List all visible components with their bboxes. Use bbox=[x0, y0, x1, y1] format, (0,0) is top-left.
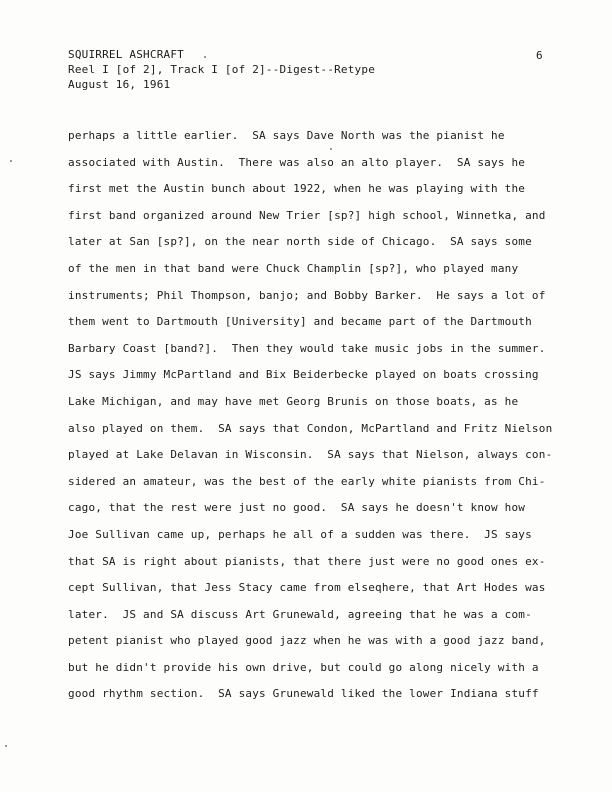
body-line: them went to Dartmouth [University] and became part of the Dartmouth bbox=[68, 315, 532, 329]
body-line: of the men in that band were Chuck Champlin [sp?], who played many bbox=[68, 261, 519, 275]
body-line: cept Sullivan, that Jess Stacy came from elseqhere, that Art Hodes was bbox=[68, 581, 546, 595]
body-line: later. JS and SA discuss Art Grunewald, agreeing that he was a com- bbox=[68, 607, 532, 621]
body-line: but he didn't provide his own drive, but could go along nicely with a bbox=[68, 660, 539, 674]
body-line: perhaps a little earlier. SA says Dave North was the pianist he bbox=[68, 129, 505, 142]
scan-speck bbox=[330, 148, 332, 150]
body-line: sidered an amateur, was the best of the early white pianists from Chi- bbox=[68, 474, 546, 488]
body-line: JS says Jimmy McPartland and Bix Beiderbecke played on boats crossing bbox=[68, 368, 539, 382]
body-line: cago, that the rest were just no good. SA says he doesn't know how bbox=[68, 501, 526, 515]
body-line: Lake Michigan, and may have met Georg Brunis on those boats, as he bbox=[68, 394, 519, 408]
body-line: played at Lake Delavan in Wisconsin. SA says that Nielson, always con- bbox=[68, 448, 553, 462]
body-line: instruments; Phil Thompson, banjo; and Bobby Barker. He says a lot of bbox=[68, 288, 546, 302]
document-header bbox=[68, 47, 375, 92]
body-line: that SA is right about pianists, that there just were no good ones ex- bbox=[68, 554, 546, 568]
body-line: Joe Sullivan came up, perhaps he all of a sudden was there. JS says bbox=[68, 527, 532, 541]
body-line: first band organized around New Trier [sp?] high school, Winnetka, and bbox=[68, 208, 546, 222]
body-line: good rhythm section. SA says Grunewald liked the lower Indiana stuff bbox=[68, 687, 539, 701]
body-line: associated with Austin. There was also an alto player. SA says he bbox=[68, 155, 526, 169]
body-line: also played on them. SA says that Condon, McPartland and Fritz Nielson bbox=[68, 421, 553, 435]
body-line: petent pianist who played good jazz when he was with a good jazz band, bbox=[68, 634, 546, 648]
scan-speck bbox=[10, 160, 12, 162]
header-reel-track: Reel I [of 2], Track I [of 2]--Digest--Retype bbox=[68, 63, 376, 76]
body-line: first met the Austin bunch about 1922, when he was playing with the bbox=[68, 182, 526, 196]
header-title: SQUIRREL ASHCRAFT bbox=[68, 48, 184, 61]
transcript-body bbox=[68, 129, 588, 714]
body-line: later at San [sp?], on the near north side of Chicago. SA says some bbox=[68, 235, 532, 249]
scan-speck bbox=[5, 745, 7, 747]
body-line: Barbary Coast [band?]. Then they would take music jobs in the summer. bbox=[68, 341, 546, 355]
page-number: 6 bbox=[536, 49, 543, 62]
header-date: August 16, 1961 bbox=[68, 78, 171, 91]
scan-speck bbox=[204, 56, 206, 58]
